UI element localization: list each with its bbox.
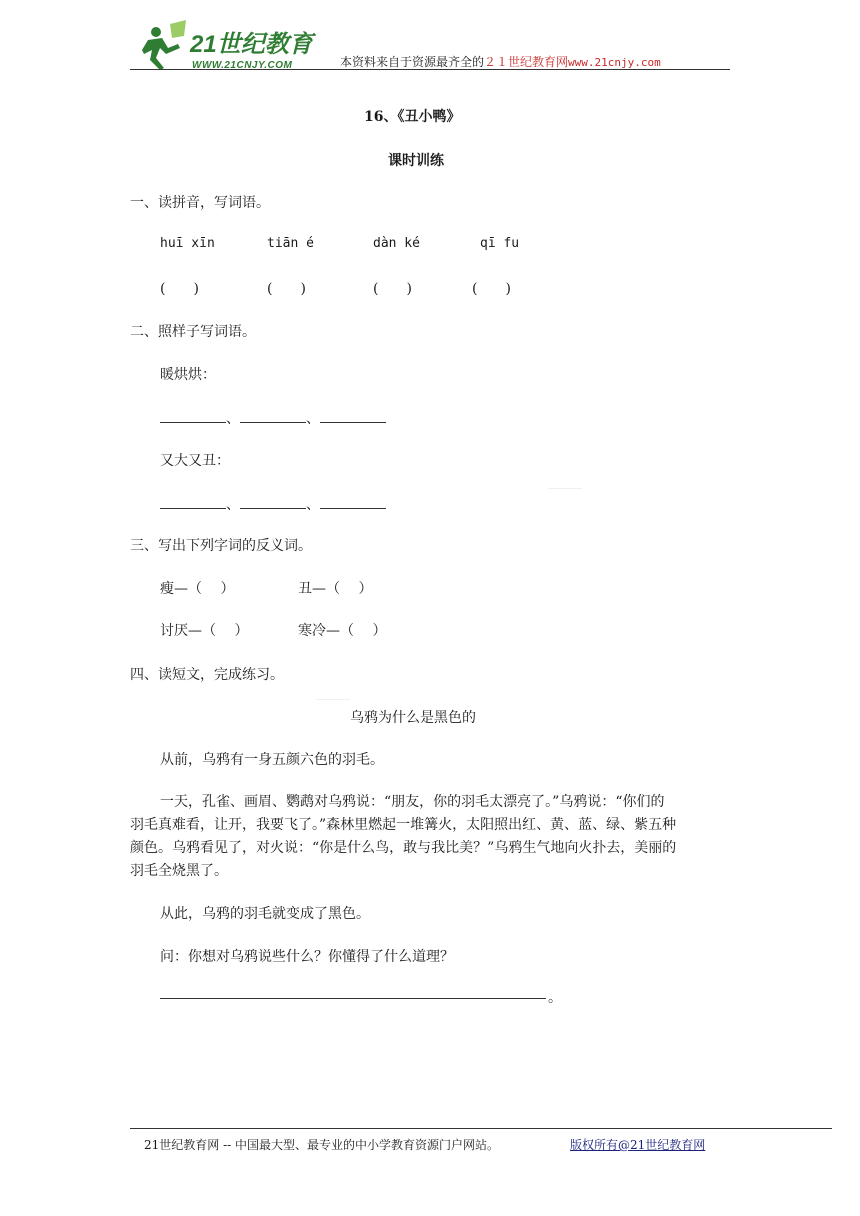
header-divider [130, 69, 730, 70]
separator: 、 [306, 411, 320, 427]
q2-heading: 二、照样子写词语。 [130, 324, 256, 340]
logo-text: 21世纪教育 [190, 31, 313, 58]
q2-blanks-row-2 [160, 494, 386, 514]
header-url-link[interactable]: www.21cnjy.com [568, 56, 661, 69]
lesson-title: 16、《丑小鸭》 [364, 109, 461, 125]
q4-answer-line[interactable] [160, 998, 546, 999]
q2-example-2: 又大又丑： [160, 453, 230, 469]
q3-heading: 三、写出下列字词的反义词。 [130, 538, 312, 554]
site-logo [134, 18, 334, 74]
q2-blank[interactable] [320, 496, 386, 509]
footer-divider [130, 1128, 832, 1129]
lesson-subtitle: 课时训练 [388, 153, 444, 169]
story-paragraph-2-line-3: 颜色。乌鸦看见了，对火说：“你是什么鸟，敢与我比美？”乌鸦生气地向火扑去，美丽的 [130, 840, 677, 856]
q1-answer-box-3[interactable]: ( ) [373, 281, 412, 297]
q2-blank[interactable] [160, 496, 226, 509]
scan-artifact [548, 488, 582, 489]
story-title: 乌鸦为什么是黑色的 [350, 710, 476, 726]
story-paragraph-3: 从此，乌鸦的羽毛就变成了黑色。 [160, 906, 370, 922]
q1-answer-box-4[interactable]: ( ) [472, 281, 511, 297]
q2-blank[interactable] [240, 496, 306, 509]
logo-url: WWW.21CNJY.COM [192, 60, 293, 71]
q2-blank[interactable] [160, 410, 226, 423]
separator: 、 [306, 497, 320, 513]
q1-pinyin-4: qī fu [480, 236, 520, 251]
footer-text: 21世纪教育网 -- 中国最大型、最专业的中小学教育资源门户网站。 [144, 1138, 500, 1152]
scan-artifact [316, 699, 350, 700]
story-paragraph-2-line-1: 一天，孔雀、画眉、鹦鹉对乌鸦说：“朋友，你的羽毛太漂亮了。”乌鸦说：“你们的 [160, 794, 665, 810]
q1-pinyin-1: huī xīn [160, 236, 215, 251]
q3-item-3[interactable]: 讨厌—（ ） [160, 623, 249, 639]
header-site-link[interactable]: ２１世纪教育网 [484, 55, 569, 69]
separator: 、 [226, 497, 240, 513]
story-paragraph-2-line-4: 羽毛全烧黑了。 [130, 863, 228, 879]
q1-answer-box-2[interactable]: ( ) [267, 281, 306, 297]
q2-blank[interactable] [240, 410, 306, 423]
q2-example-1: 暖烘烘： [160, 367, 216, 383]
q3-item-2[interactable]: 丑—（ ） [298, 581, 373, 597]
header-note [340, 53, 661, 70]
q1-pinyin-3: dàn ké [373, 236, 420, 251]
story-paragraph-1: 从前，乌鸦有一身五颜六色的羽毛。 [160, 752, 384, 768]
q3-item-4[interactable]: 寒冷—（ ） [298, 623, 387, 639]
q3-item-1[interactable]: 瘦—（ ） [160, 581, 235, 597]
q1-answer-box-1[interactable]: ( ) [160, 281, 199, 297]
separator: 、 [226, 411, 240, 427]
story-paragraph-2-line-2: 羽毛真难看，让开，我要飞了。”森林里燃起一堆篝火，太阳照出红、黄、蓝、绿、紫五种 [130, 817, 677, 833]
footer-copyright-link[interactable]: 版权所有@21世纪教育网 [570, 1138, 706, 1152]
runner-icon [142, 20, 186, 70]
q4-answer-end: 。 [548, 990, 562, 1006]
q2-blanks-row-1 [160, 408, 386, 428]
q4-question: 问：你想对乌鸦说些什么？你懂得了什么道理？ [160, 949, 454, 965]
q1-heading: 一、读拼音，写词语。 [130, 195, 270, 211]
q2-blank[interactable] [320, 410, 386, 423]
q4-heading: 四、读短文，完成练习。 [130, 667, 284, 683]
header-note-prefix: 本资料来自于资源最齐全的 [340, 55, 485, 69]
q1-pinyin-2: tiān é [267, 236, 314, 251]
